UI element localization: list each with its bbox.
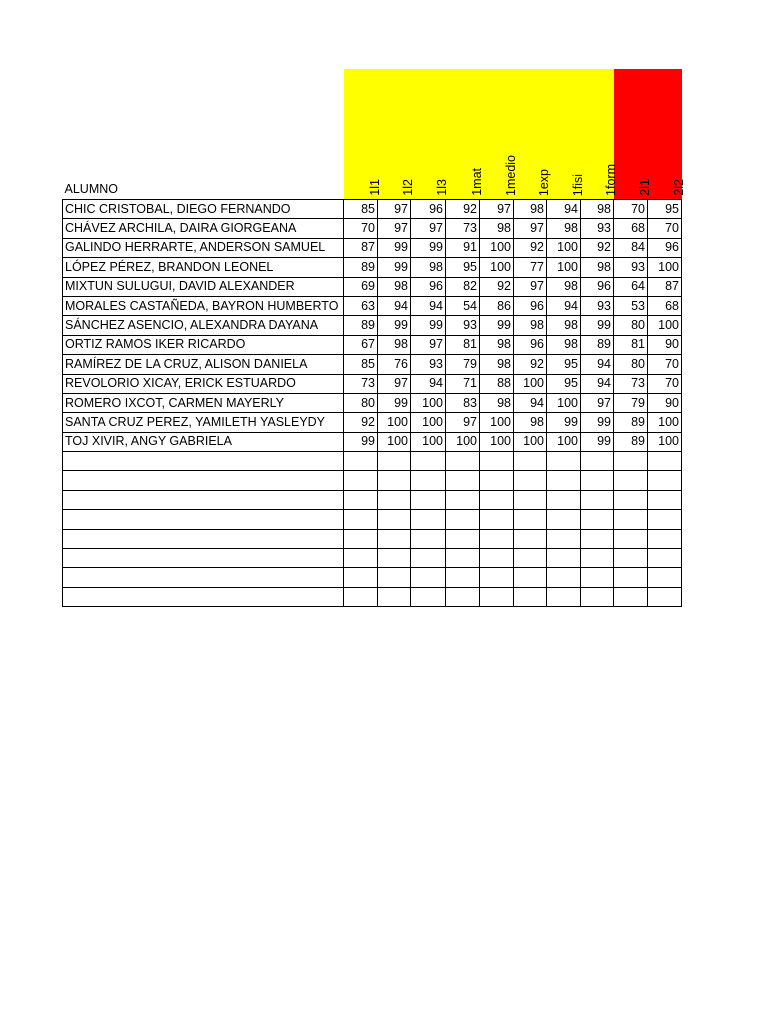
table-row <box>63 510 682 529</box>
score-cell[interactable]: 98 <box>514 316 547 335</box>
score-cell[interactable]: 98 <box>547 277 581 296</box>
score-cell[interactable]: 64 <box>614 277 648 296</box>
score-cell[interactable]: 94 <box>581 374 614 393</box>
score-cell[interactable]: 99 <box>411 316 446 335</box>
column-header-label-wrap <box>378 72 415 199</box>
score-cell[interactable] <box>446 549 480 568</box>
score-cell[interactable]: 95 <box>547 355 581 374</box>
score-cell[interactable]: 97 <box>378 219 411 238</box>
student-name-cell[interactable] <box>63 510 344 529</box>
column-header-9[interactable] <box>648 69 686 200</box>
column-header-label: 1mat <box>469 168 484 196</box>
score-cell[interactable]: 95 <box>648 200 682 219</box>
score-cell[interactable]: 92 <box>446 200 480 219</box>
score-cell[interactable] <box>614 452 648 471</box>
score-cell[interactable]: 68 <box>648 296 682 315</box>
score-cell[interactable] <box>480 452 514 471</box>
score-cell[interactable] <box>648 452 682 471</box>
score-cell[interactable] <box>614 471 648 490</box>
table-row <box>63 200 682 219</box>
score-cell[interactable] <box>480 549 514 568</box>
score-cell[interactable] <box>411 549 446 568</box>
score-cell[interactable] <box>614 490 648 509</box>
score-cell[interactable] <box>648 587 682 606</box>
column-header-alumno[interactable]: ALUMNO <box>64 182 118 196</box>
score-cell[interactable] <box>378 549 411 568</box>
score-cell[interactable] <box>378 510 411 529</box>
score-cell[interactable] <box>446 510 480 529</box>
score-cell[interactable] <box>344 568 378 587</box>
score-cell[interactable] <box>411 587 446 606</box>
table-row <box>63 219 682 238</box>
table-row <box>63 413 682 432</box>
score-cell[interactable] <box>344 587 378 606</box>
score-cell[interactable] <box>446 490 480 509</box>
grades-table <box>62 69 686 607</box>
score-cell[interactable]: 93 <box>411 355 446 374</box>
student-name-cell[interactable] <box>63 471 344 490</box>
score-cell[interactable]: 91 <box>446 238 480 257</box>
score-cell[interactable]: 83 <box>446 393 480 412</box>
score-cell[interactable]: 99 <box>581 316 614 335</box>
column-header-4[interactable] <box>480 69 518 200</box>
student-name-cell[interactable]: SÁNCHEZ ASENCIO, ALEXANDRA DAYANA <box>63 316 344 335</box>
column-header-label-wrap <box>648 72 686 199</box>
score-cell[interactable]: 89 <box>344 258 378 277</box>
score-cell[interactable]: 98 <box>378 335 411 354</box>
student-name-cell[interactable]: CHIC CRISTOBAL, DIEGO FERNANDO <box>63 200 344 219</box>
score-cell[interactable]: 98 <box>547 219 581 238</box>
column-header-0[interactable] <box>344 69 382 200</box>
student-name-cell[interactable]: ROMERO IXCOT, CARMEN MAYERLY <box>63 393 344 412</box>
score-cell[interactable]: 79 <box>446 355 480 374</box>
column-header-label: 1fisi <box>570 173 585 196</box>
score-cell[interactable]: 73 <box>614 374 648 393</box>
score-cell[interactable]: 100 <box>411 432 446 451</box>
column-header-label: 2l1 <box>637 179 652 196</box>
column-header-1[interactable] <box>378 69 415 200</box>
score-cell[interactable] <box>547 529 581 548</box>
score-cell[interactable]: 97 <box>514 277 547 296</box>
column-header-label: 1medio <box>503 155 518 196</box>
score-cell[interactable] <box>547 568 581 587</box>
score-cell[interactable] <box>446 568 480 587</box>
score-cell[interactable] <box>648 529 682 548</box>
student-name-cell[interactable]: MIXTUN SULUGUI, DAVID ALEXANDER <box>63 277 344 296</box>
score-cell[interactable] <box>411 471 446 490</box>
column-header-label: 1l1 <box>367 179 382 196</box>
score-cell[interactable]: 94 <box>411 374 446 393</box>
score-cell[interactable] <box>614 510 648 529</box>
score-cell[interactable]: 99 <box>378 258 411 277</box>
score-cell[interactable]: 100 <box>446 432 480 451</box>
score-cell[interactable]: 99 <box>344 432 378 451</box>
column-header-5[interactable] <box>514 69 551 200</box>
score-cell[interactable]: 71 <box>446 374 480 393</box>
score-cell[interactable]: 95 <box>446 258 480 277</box>
score-cell[interactable]: 100 <box>648 432 682 451</box>
score-cell[interactable]: 87 <box>344 238 378 257</box>
score-cell[interactable]: 89 <box>581 335 614 354</box>
table-row <box>63 432 682 451</box>
score-cell[interactable]: 77 <box>514 258 547 277</box>
score-cell[interactable] <box>446 452 480 471</box>
table-row <box>63 452 682 471</box>
score-cell[interactable]: 80 <box>614 355 648 374</box>
score-cell[interactable]: 96 <box>514 296 547 315</box>
score-cell[interactable]: 100 <box>411 393 446 412</box>
table-row <box>63 529 682 548</box>
score-cell[interactable]: 88 <box>480 374 514 393</box>
score-cell[interactable]: 84 <box>614 238 648 257</box>
student-name-cell[interactable]: REVOLORIO XICAY, ERICK ESTUARDO <box>63 374 344 393</box>
score-cell[interactable] <box>547 510 581 529</box>
score-cell[interactable] <box>514 529 547 548</box>
score-cell[interactable]: 100 <box>648 413 682 432</box>
score-cell[interactable]: 98 <box>480 393 514 412</box>
table-row <box>63 490 682 509</box>
score-cell[interactable]: 82 <box>446 277 480 296</box>
table-row <box>63 258 682 277</box>
score-cell[interactable]: 100 <box>378 432 411 451</box>
column-header-label: 1l3 <box>435 179 449 196</box>
score-cell[interactable]: 98 <box>514 413 547 432</box>
score-cell[interactable] <box>344 510 378 529</box>
score-cell[interactable]: 94 <box>411 296 446 315</box>
student-name-cell[interactable]: ORTIZ RAMOS IKER RICARDO <box>63 335 344 354</box>
score-cell[interactable] <box>411 568 446 587</box>
score-cell[interactable]: 98 <box>411 258 446 277</box>
column-header-label: 1exp <box>537 168 551 196</box>
score-cell[interactable] <box>514 549 547 568</box>
student-name-cell[interactable]: TOJ XIVIR, ANGY GABRIELA <box>63 432 344 451</box>
score-cell[interactable]: 81 <box>614 335 648 354</box>
score-cell[interactable] <box>614 549 648 568</box>
score-cell[interactable] <box>581 452 614 471</box>
score-cell[interactable]: 92 <box>514 238 547 257</box>
column-header-label-wrap <box>411 72 449 199</box>
score-cell[interactable]: 100 <box>547 238 581 257</box>
score-cell[interactable] <box>514 490 547 509</box>
score-cell[interactable] <box>547 549 581 568</box>
score-cell[interactable]: 99 <box>480 316 514 335</box>
score-cell[interactable]: 93 <box>614 258 648 277</box>
score-cell[interactable]: 100 <box>378 413 411 432</box>
score-cell[interactable]: 85 <box>344 355 378 374</box>
student-name-cell[interactable]: LÓPEZ PÉREZ, BRANDON LEONEL <box>63 258 344 277</box>
column-header-label-wrap <box>581 72 618 199</box>
score-cell[interactable] <box>581 490 614 509</box>
score-cell[interactable]: 94 <box>581 355 614 374</box>
score-cell[interactable]: 99 <box>378 316 411 335</box>
column-header-3[interactable] <box>446 69 484 200</box>
table-row <box>63 549 682 568</box>
score-cell[interactable]: 100 <box>648 316 682 335</box>
score-cell[interactable]: 98 <box>480 219 514 238</box>
score-cell[interactable]: 97 <box>378 200 411 219</box>
column-header-label-wrap <box>614 72 652 199</box>
score-cell[interactable]: 96 <box>581 277 614 296</box>
column-header-label-wrap <box>446 72 484 199</box>
score-cell[interactable]: 73 <box>344 374 378 393</box>
table-body <box>63 69 686 607</box>
score-cell[interactable]: 79 <box>614 393 648 412</box>
score-cell[interactable] <box>648 568 682 587</box>
score-cell[interactable]: 87 <box>648 277 682 296</box>
score-cell[interactable]: 70 <box>648 374 682 393</box>
score-cell[interactable]: 98 <box>547 335 581 354</box>
score-cell[interactable] <box>344 471 378 490</box>
score-cell[interactable]: 76 <box>378 355 411 374</box>
score-cell[interactable] <box>547 452 581 471</box>
score-cell[interactable]: 96 <box>411 277 446 296</box>
score-cell[interactable]: 97 <box>514 219 547 238</box>
score-cell[interactable]: 89 <box>614 413 648 432</box>
student-name-cell[interactable] <box>63 587 344 606</box>
score-cell[interactable] <box>344 529 378 548</box>
score-cell[interactable]: 95 <box>547 374 581 393</box>
score-cell[interactable]: 93 <box>581 219 614 238</box>
student-name-cell[interactable] <box>63 549 344 568</box>
score-cell[interactable]: 98 <box>480 355 514 374</box>
score-cell[interactable]: 96 <box>514 335 547 354</box>
score-cell[interactable]: 97 <box>446 413 480 432</box>
score-cell[interactable]: 100 <box>480 258 514 277</box>
score-cell[interactable]: 70 <box>344 219 378 238</box>
score-cell[interactable]: 100 <box>411 413 446 432</box>
score-cell[interactable]: 98 <box>480 335 514 354</box>
score-cell[interactable]: 96 <box>411 200 446 219</box>
score-cell[interactable]: 98 <box>581 258 614 277</box>
table-row <box>63 568 682 587</box>
score-cell[interactable]: 97 <box>378 374 411 393</box>
score-cell[interactable]: 100 <box>547 432 581 451</box>
student-name-cell[interactable] <box>63 452 344 471</box>
score-cell[interactable] <box>378 529 411 548</box>
score-cell[interactable] <box>344 549 378 568</box>
score-cell[interactable]: 86 <box>480 296 514 315</box>
score-cell[interactable]: 68 <box>614 219 648 238</box>
score-cell[interactable] <box>581 510 614 529</box>
score-cell[interactable]: 94 <box>378 296 411 315</box>
student-name-cell[interactable] <box>63 490 344 509</box>
score-cell[interactable]: 70 <box>648 219 682 238</box>
score-cell[interactable]: 94 <box>547 296 581 315</box>
score-cell[interactable] <box>514 471 547 490</box>
score-cell[interactable] <box>514 452 547 471</box>
score-cell[interactable]: 99 <box>581 413 614 432</box>
header-row <box>63 69 682 200</box>
score-cell[interactable]: 53 <box>614 296 648 315</box>
score-cell[interactable]: 80 <box>614 316 648 335</box>
score-cell[interactable]: 92 <box>344 413 378 432</box>
column-header-label-wrap <box>547 72 585 199</box>
score-cell[interactable]: 99 <box>411 238 446 257</box>
score-cell[interactable] <box>378 471 411 490</box>
column-header-label-wrap <box>344 72 382 199</box>
score-cell[interactable]: 85 <box>344 200 378 219</box>
score-cell[interactable]: 97 <box>581 393 614 412</box>
table-row <box>63 296 682 315</box>
score-cell[interactable]: 96 <box>648 238 682 257</box>
student-name-cell[interactable] <box>63 568 344 587</box>
table-row <box>63 277 682 296</box>
score-cell[interactable] <box>514 587 547 606</box>
score-cell[interactable]: 73 <box>446 219 480 238</box>
score-cell[interactable]: 94 <box>514 393 547 412</box>
score-cell[interactable]: 97 <box>411 335 446 354</box>
score-cell[interactable] <box>614 529 648 548</box>
column-header-2[interactable] <box>411 69 449 200</box>
score-cell[interactable]: 89 <box>614 432 648 451</box>
score-cell[interactable]: 98 <box>514 200 547 219</box>
score-cell[interactable] <box>648 471 682 490</box>
student-name-cell[interactable]: RAMÍREZ DE LA CRUZ, ALISON DANIELA <box>63 355 344 374</box>
table-row <box>63 238 682 257</box>
score-cell[interactable] <box>547 471 581 490</box>
score-cell[interactable]: 99 <box>581 432 614 451</box>
score-cell[interactable]: 93 <box>581 296 614 315</box>
column-header-label: 1l2 <box>401 179 415 196</box>
score-cell[interactable] <box>547 490 581 509</box>
score-cell[interactable]: 99 <box>547 413 581 432</box>
column-header-6[interactable] <box>547 69 585 200</box>
score-cell[interactable] <box>614 568 648 587</box>
score-cell[interactable]: 100 <box>480 238 514 257</box>
score-cell[interactable] <box>480 510 514 529</box>
table-row <box>63 316 682 335</box>
score-cell[interactable]: 63 <box>344 296 378 315</box>
score-cell[interactable]: 99 <box>378 238 411 257</box>
score-cell[interactable]: 100 <box>514 374 547 393</box>
student-name-cell[interactable]: SANTA CRUZ PEREZ, YAMILETH YASLEYDY <box>63 413 344 432</box>
score-cell[interactable] <box>581 587 614 606</box>
student-name-cell[interactable]: CHÁVEZ ARCHILA, DAIRA GIORGEANA <box>63 219 344 238</box>
score-cell[interactable] <box>411 510 446 529</box>
score-cell[interactable]: 69 <box>344 277 378 296</box>
score-cell[interactable]: 100 <box>480 413 514 432</box>
score-cell[interactable]: 81 <box>446 335 480 354</box>
score-cell[interactable]: 70 <box>648 355 682 374</box>
score-cell[interactable] <box>614 587 648 606</box>
score-cell[interactable] <box>514 510 547 529</box>
table-row <box>63 587 682 606</box>
score-cell[interactable]: 100 <box>547 393 581 412</box>
score-cell[interactable] <box>344 452 378 471</box>
score-cell[interactable]: 92 <box>514 355 547 374</box>
student-name-cell[interactable]: MORALES CASTAÑEDA, BAYRON HUMBERTO <box>63 296 344 315</box>
column-header-8[interactable] <box>614 69 652 200</box>
score-cell[interactable] <box>378 452 411 471</box>
score-cell[interactable] <box>514 568 547 587</box>
score-cell[interactable]: 94 <box>547 200 581 219</box>
column-header-label: 1form <box>604 164 618 196</box>
score-cell[interactable]: 98 <box>547 316 581 335</box>
score-cell[interactable]: 100 <box>648 258 682 277</box>
score-cell[interactable] <box>581 549 614 568</box>
score-cell[interactable] <box>378 490 411 509</box>
score-cell[interactable] <box>446 529 480 548</box>
score-cell[interactable] <box>480 471 514 490</box>
score-cell[interactable] <box>480 568 514 587</box>
score-cell[interactable]: 54 <box>446 296 480 315</box>
table-row <box>63 374 682 393</box>
column-header-label-wrap <box>514 72 551 199</box>
score-cell[interactable]: 98 <box>378 277 411 296</box>
student-name-cell[interactable] <box>63 529 344 548</box>
score-cell[interactable]: 93 <box>446 316 480 335</box>
score-cell[interactable]: 90 <box>648 335 682 354</box>
score-cell[interactable]: 100 <box>514 432 547 451</box>
score-cell[interactable] <box>581 471 614 490</box>
score-cell[interactable] <box>648 490 682 509</box>
score-cell[interactable] <box>446 471 480 490</box>
score-cell[interactable]: 100 <box>480 432 514 451</box>
score-cell[interactable] <box>480 490 514 509</box>
score-cell[interactable] <box>344 490 378 509</box>
score-cell[interactable] <box>411 490 446 509</box>
table-row <box>63 471 682 490</box>
score-cell[interactable]: 89 <box>344 316 378 335</box>
score-cell[interactable] <box>480 587 514 606</box>
score-cell[interactable]: 98 <box>581 200 614 219</box>
score-cell[interactable] <box>547 587 581 606</box>
student-name-cell[interactable]: GALINDO HERRARTE, ANDERSON SAMUEL <box>63 238 344 257</box>
column-header-label: 2l2 <box>671 179 686 196</box>
column-header-7[interactable] <box>581 69 618 200</box>
score-cell[interactable]: 90 <box>648 393 682 412</box>
table-row <box>63 335 682 354</box>
table-row <box>63 393 682 412</box>
score-cell[interactable] <box>378 587 411 606</box>
score-cell[interactable] <box>411 529 446 548</box>
score-cell[interactable]: 97 <box>411 219 446 238</box>
score-cell[interactable] <box>648 549 682 568</box>
score-cell[interactable]: 67 <box>344 335 378 354</box>
score-cell[interactable]: 92 <box>480 277 514 296</box>
score-cell[interactable]: 100 <box>547 258 581 277</box>
score-cell[interactable] <box>648 510 682 529</box>
score-cell[interactable]: 99 <box>378 393 411 412</box>
column-header-label-wrap <box>480 72 518 199</box>
score-cell[interactable]: 97 <box>480 200 514 219</box>
score-cell[interactable] <box>581 529 614 548</box>
score-cell[interactable] <box>411 452 446 471</box>
score-cell[interactable]: 70 <box>614 200 648 219</box>
score-cell[interactable] <box>480 529 514 548</box>
score-cell[interactable] <box>378 568 411 587</box>
score-cell[interactable]: 92 <box>581 238 614 257</box>
score-cell[interactable] <box>446 587 480 606</box>
table-row <box>63 355 682 374</box>
score-cell[interactable] <box>581 568 614 587</box>
score-cell[interactable]: 80 <box>344 393 378 412</box>
